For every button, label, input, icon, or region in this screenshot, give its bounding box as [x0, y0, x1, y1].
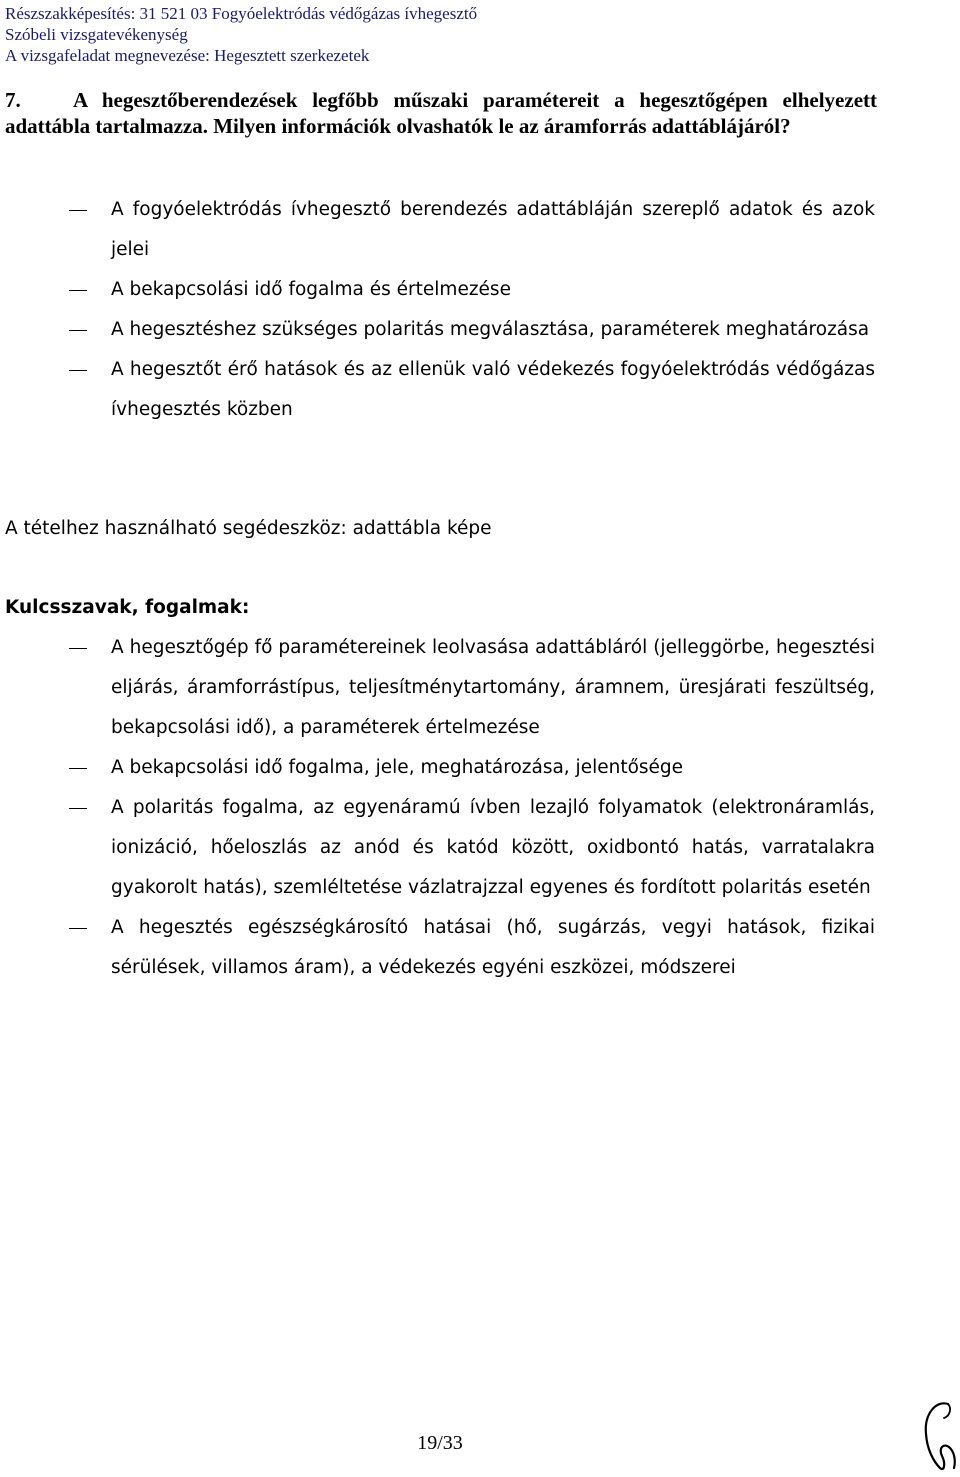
- keyword-list: [0, 628, 960, 988]
- keyword-text: A bekapcsolási idő fogalma, jele, meghatározása, jelentősége: [111, 757, 684, 778]
- topic-item: [0, 190, 875, 270]
- dash-bullet: [69, 330, 87, 331]
- keyword-text: A hegesztőgép fő paramétereinek leolvasása adattábláról (jelleggörbe, hegesztési eljárás, áramforrástípus, teljesítménytartomány, áramnem, üresjárati feszültség, bekapcsolási idő), a paraméterek értelmezése: [111, 637, 875, 738]
- dash-bullet: [69, 370, 87, 371]
- topic-text: A hegesztőt érő hatások és az ellenük való védekezés fogyóelektródás védőgázas ívhegesztés közben: [111, 359, 875, 420]
- aid-text: A tételhez használható segédeszköz: adattábla képe: [5, 518, 492, 539]
- dash-bullet: [69, 928, 87, 929]
- signature-icon: [918, 1398, 958, 1476]
- dash-bullet: [69, 768, 87, 769]
- header-exam-activity: Szóbeli vizsgatevékenység: [5, 25, 188, 44]
- question-number: 7.: [5, 88, 21, 112]
- page-header: [5, 3, 925, 66]
- header-qualification: Részszakképesítés: 31 521 03 Fogyóelektródás védőgázas ívhegesztő: [5, 4, 478, 23]
- header-task-name: A vizsgafeladat megnevezése: Hegesztett szerkezetek: [5, 46, 370, 65]
- keyword-text: A hegesztés egészségkárosító hatásai (hő, sugárzás, vegyi hatások, fizikai sérülések, villamos áram), a védekezés egyéni eszközei, módszerei: [111, 917, 875, 978]
- keyword-item: [0, 788, 875, 908]
- topic-item: [0, 310, 875, 350]
- dash-bullet: [69, 808, 87, 809]
- question-text: A hegesztőberendezések legfőbb műszaki paramétereit a hegesztőgépen elhelyezett adattábla tartalmazza. Milyen információk olvashatók le az áramforrás adattáblájáról?: [5, 88, 877, 138]
- topic-text: A fogyóelektródás ívhegesztő berendezés adattábláján szereplő adatok és azok jelei: [111, 199, 875, 260]
- topic-item: [0, 350, 875, 430]
- keyword-item: [0, 748, 875, 788]
- dash-bullet: [69, 290, 87, 291]
- keyword-item: [0, 628, 875, 748]
- topic-item: [0, 270, 875, 310]
- keyword-item: [0, 908, 875, 988]
- topic-text: A hegesztéshez szükséges polaritás megválasztása, paraméterek meghatározása: [111, 319, 870, 340]
- topic-text: A bekapcsolási idő fogalma és értelmezése: [111, 279, 511, 300]
- question: [5, 87, 877, 139]
- keywords-title: Kulcsszavak, fogalmak:: [5, 597, 250, 618]
- topic-list: [0, 190, 960, 430]
- page-number: 19/33: [417, 1432, 463, 1454]
- dash-bullet: [69, 210, 87, 211]
- keyword-text: A polaritás fogalma, az egyenáramú ívben lezajló folyamatok (elektronáramlás, ionizáció, hőeloszlás az anód és katód között, oxidbontó hatás, varratalakra gyakorolt hatás), szemléltetése vázlatrajzzal egyenes és fordított polaritás esetén: [111, 797, 875, 898]
- dash-bullet: [69, 648, 87, 649]
